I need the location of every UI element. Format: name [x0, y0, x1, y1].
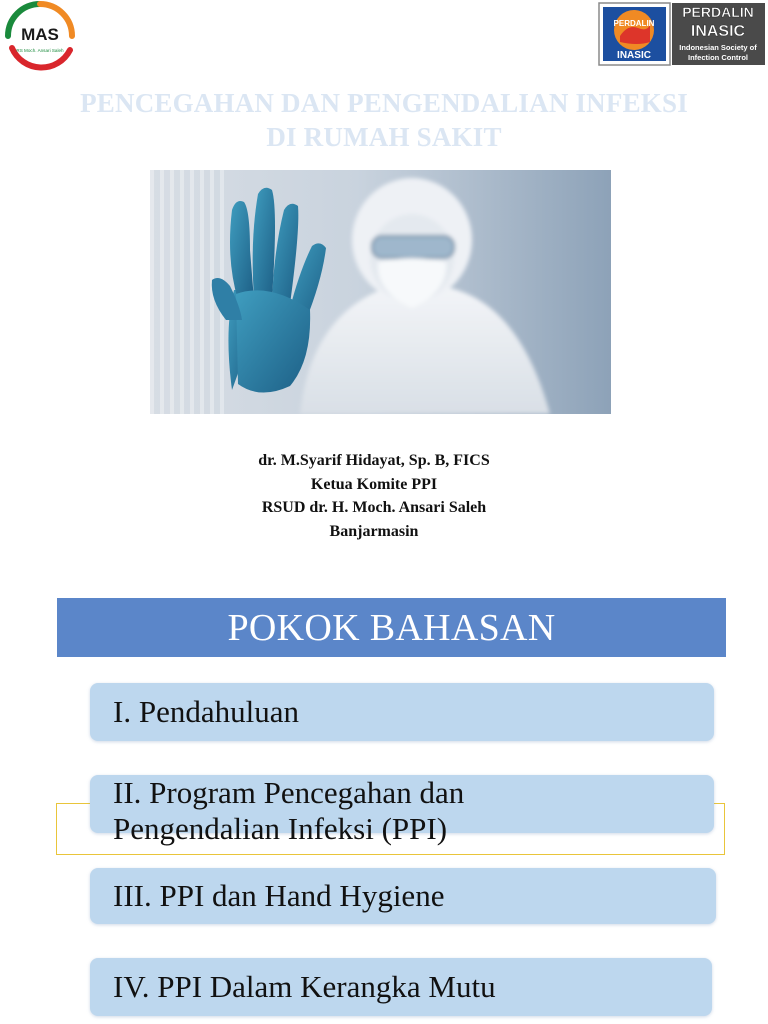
protective-suit-stop-hand-image [150, 170, 611, 414]
topic-item-1-label: I. Pendahuluan [113, 694, 299, 729]
mas-logo-subtext: RS Moch. Ansari Saleh [16, 48, 64, 53]
topic-item-4-label: IV. PPI Dalam Kerangka Mutu [113, 969, 496, 1004]
topic-item-3 [90, 868, 716, 924]
author-position: Ketua Komite PPI [310, 475, 438, 493]
topic-item-3-label: III. PPI dan Hand Hygiene [113, 878, 445, 913]
topic-item-4 [90, 958, 712, 1016]
author-name: dr. M.Syarif Hidayat, Sp. B, FICS [258, 452, 490, 469]
badge-bottom-text: INASIC [617, 50, 651, 61]
inasic-subtitle-2: Infection Control [688, 53, 748, 62]
slide-title-line-2: DI RUMAH SAKIT [266, 122, 502, 152]
mas-hospital-logo [0, 0, 80, 72]
pokok-bahasan-header: POKOK BAHASAN [57, 598, 726, 657]
inasic-title: INASIC [690, 23, 746, 40]
perdalin-inasic-logo [598, 2, 766, 66]
slide-title-line-1: PENCEGAHAN DAN PENGENDALIAN INFEKSI [80, 88, 688, 118]
topic-item-1 [90, 683, 714, 741]
perdalin-title: PERDALIN [682, 4, 754, 20]
author-hospital: RSUD dr. H. Moch. Ansari Saleh [261, 499, 487, 516]
slide-title [30, 86, 738, 154]
badge-top-text: PERDALIN [613, 19, 655, 28]
inasic-subtitle-1: Indonesian Society of [679, 43, 757, 52]
topic-item-2 [90, 775, 714, 846]
author-city: Banjarmasin [329, 522, 419, 540]
topic-item-2-line-2: Pengendalian Infeksi (PPI) [113, 811, 448, 846]
author-block [150, 449, 598, 543]
topic-item-2-line-1: II. Program Pencegahan dan [113, 775, 465, 810]
mas-logo-text: MAS [21, 25, 59, 44]
